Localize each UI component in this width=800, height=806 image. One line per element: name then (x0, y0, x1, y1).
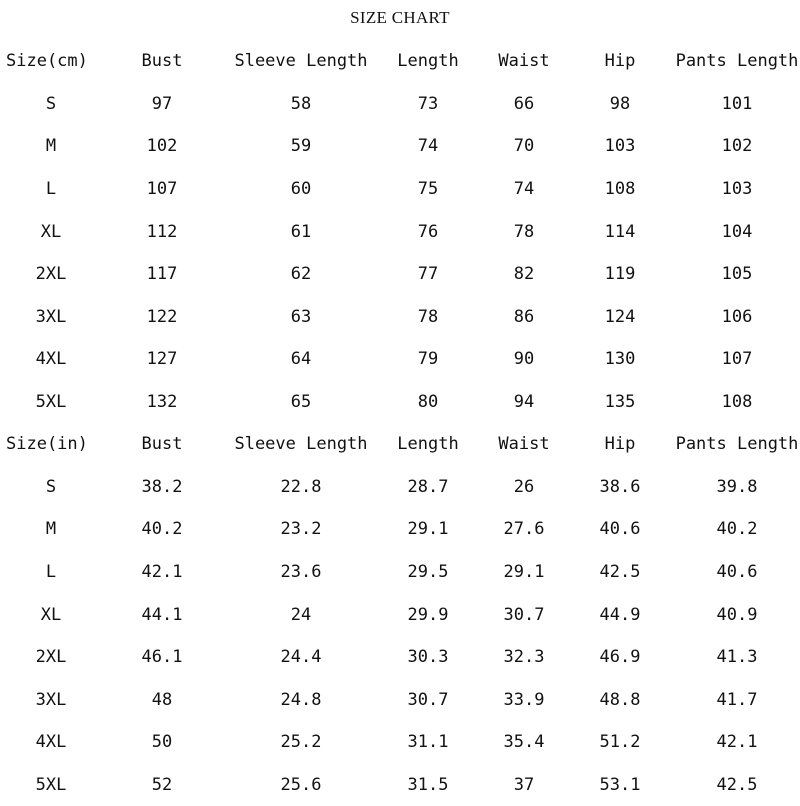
measurement-cell: 70 (513, 136, 535, 157)
size-label-cell: 4XL (35, 732, 67, 753)
size-label-cell: XL (40, 604, 62, 625)
measurement-cell: 32.3 (503, 647, 545, 668)
measurement-cell: 61 (290, 221, 312, 242)
measurement-cell: 35.4 (503, 732, 545, 753)
measurement-cell: 73 (417, 93, 439, 114)
size-label-cell: 2XL (35, 647, 67, 668)
size-label-cell: 3XL (35, 689, 67, 710)
measurement-cell: 112 (146, 221, 178, 242)
measurement-cell: 30.3 (407, 647, 449, 668)
measurement-cell: 94 (513, 392, 535, 413)
measurement-cell: 124 (604, 306, 636, 327)
size-label-cell: S (45, 476, 57, 497)
measurement-cell: 74 (513, 179, 535, 200)
header-row (0, 40, 800, 83)
column-header: Sleeve Length (234, 434, 368, 455)
measurement-cell: 23.6 (280, 562, 322, 583)
measurement-cell: 101 (721, 93, 753, 114)
measurement-cell: 122 (146, 306, 178, 327)
table-row (0, 721, 800, 764)
measurement-cell: 63 (290, 306, 312, 327)
column-header: Size(in) (6, 434, 88, 455)
table-row (0, 210, 800, 253)
size-label-cell: 5XL (35, 775, 67, 796)
measurement-cell: 79 (417, 349, 439, 370)
measurement-cell: 38.6 (599, 476, 641, 497)
size-label-cell: XL (40, 221, 62, 242)
measurement-cell: 40.9 (716, 604, 758, 625)
column-header: Hip (604, 51, 636, 72)
measurement-cell: 58 (290, 93, 312, 114)
measurement-cell: 31.5 (407, 775, 449, 796)
size-table-in (0, 423, 800, 806)
measurement-cell: 29.1 (407, 519, 449, 540)
measurement-cell: 50 (151, 732, 173, 753)
measurement-cell: 103 (604, 136, 636, 157)
size-label-cell: 3XL (35, 306, 67, 327)
measurement-cell: 38.2 (141, 476, 183, 497)
measurement-cell: 27.6 (503, 519, 545, 540)
measurement-cell: 31.1 (407, 732, 449, 753)
measurement-cell: 102 (721, 136, 753, 157)
measurement-cell: 29.1 (503, 562, 545, 583)
measurement-cell: 60 (290, 179, 312, 200)
table-row (0, 593, 800, 636)
measurement-cell: 59 (290, 136, 312, 157)
column-header: Bust (141, 51, 183, 72)
table-row (0, 338, 800, 381)
measurement-cell: 51.2 (599, 732, 641, 753)
measurement-cell: 66 (513, 93, 535, 114)
measurement-cell: 24.4 (280, 647, 322, 668)
table-row (0, 296, 800, 339)
measurement-cell: 132 (146, 392, 178, 413)
measurement-cell: 29.9 (407, 604, 449, 625)
measurement-cell: 40.2 (716, 519, 758, 540)
measurement-cell: 74 (417, 136, 439, 157)
column-header: Waist (498, 51, 550, 72)
measurement-cell: 23.2 (280, 519, 322, 540)
measurement-cell: 103 (721, 179, 753, 200)
measurement-cell: 46.9 (599, 647, 641, 668)
table-row (0, 508, 800, 551)
table-row (0, 83, 800, 126)
measurement-cell: 80 (417, 392, 439, 413)
table-row (0, 253, 800, 296)
measurement-cell: 76 (417, 221, 439, 242)
column-header: Pants Length (675, 434, 799, 455)
measurement-cell: 41.7 (716, 689, 758, 710)
measurement-cell: 108 (604, 179, 636, 200)
column-header: Pants Length (675, 51, 799, 72)
column-header: Sleeve Length (234, 51, 368, 72)
column-header: Length (397, 434, 459, 455)
measurement-cell: 48.8 (599, 689, 641, 710)
measurement-cell: 40.6 (716, 562, 758, 583)
measurement-cell: 52 (151, 775, 173, 796)
size-label-cell: M (45, 136, 57, 157)
measurement-cell: 78 (513, 221, 535, 242)
measurement-cell: 105 (721, 264, 753, 285)
measurement-cell: 75 (417, 179, 439, 200)
header-row (0, 423, 800, 466)
table-row (0, 125, 800, 168)
page-title: SIZE CHART (350, 8, 450, 27)
measurement-cell: 82 (513, 264, 535, 285)
table-row (0, 551, 800, 594)
measurement-cell: 30.7 (407, 689, 449, 710)
measurement-cell: 117 (146, 264, 178, 285)
measurement-cell: 24.8 (280, 689, 322, 710)
measurement-cell: 135 (604, 392, 636, 413)
size-label-cell: L (45, 562, 57, 583)
measurement-cell: 130 (604, 349, 636, 370)
measurement-cell: 106 (721, 306, 753, 327)
column-header: Size(cm) (6, 51, 88, 72)
measurement-cell: 29.5 (407, 562, 449, 583)
measurement-cell: 65 (290, 392, 312, 413)
measurement-cell: 40.6 (599, 519, 641, 540)
measurement-cell: 108 (721, 392, 753, 413)
measurement-cell: 98 (609, 93, 631, 114)
measurement-cell: 42.1 (141, 562, 183, 583)
measurement-cell: 48 (151, 689, 173, 710)
size-label-cell: 2XL (35, 264, 67, 285)
measurement-cell: 25.6 (280, 775, 322, 796)
size-label-cell: M (45, 519, 57, 540)
column-header: Waist (498, 434, 550, 455)
measurement-cell: 42.1 (716, 732, 758, 753)
measurement-cell: 119 (604, 264, 636, 285)
measurement-cell: 107 (146, 179, 178, 200)
measurement-cell: 102 (146, 136, 178, 157)
measurement-cell: 37 (513, 775, 535, 796)
size-table-cm (0, 40, 800, 423)
size-label-cell: S (45, 93, 57, 114)
measurement-cell: 25.2 (280, 732, 322, 753)
measurement-cell: 77 (417, 264, 439, 285)
measurement-cell: 64 (290, 349, 312, 370)
column-header: Bust (141, 434, 183, 455)
measurement-cell: 97 (151, 93, 173, 114)
table-row (0, 636, 800, 679)
table-row (0, 168, 800, 211)
column-header: Length (397, 51, 459, 72)
measurement-cell: 44.1 (141, 604, 183, 625)
table-row (0, 679, 800, 722)
size-label-cell: L (45, 179, 57, 200)
measurement-cell: 44.9 (599, 604, 641, 625)
table-row (0, 466, 800, 509)
measurement-cell: 107 (721, 349, 753, 370)
table-row (0, 381, 800, 424)
measurement-cell: 22.8 (280, 476, 322, 497)
measurement-cell: 30.7 (503, 604, 545, 625)
measurement-cell: 40.2 (141, 519, 183, 540)
size-label-cell: 4XL (35, 349, 67, 370)
measurement-cell: 53.1 (599, 775, 641, 796)
measurement-cell: 62 (290, 264, 312, 285)
measurement-cell: 42.5 (599, 562, 641, 583)
measurement-cell: 24 (290, 604, 312, 625)
measurement-cell: 33.9 (503, 689, 545, 710)
measurement-cell: 42.5 (716, 775, 758, 796)
size-label-cell: 5XL (35, 392, 67, 413)
measurement-cell: 39.8 (716, 476, 758, 497)
measurement-cell: 78 (417, 306, 439, 327)
measurement-cell: 90 (513, 349, 535, 370)
measurement-cell: 86 (513, 306, 535, 327)
measurement-cell: 26 (513, 476, 535, 497)
measurement-cell: 104 (721, 221, 753, 242)
measurement-cell: 41.3 (716, 647, 758, 668)
column-header: Hip (604, 434, 636, 455)
measurement-cell: 114 (604, 221, 636, 242)
measurement-cell: 46.1 (141, 647, 183, 668)
measurement-cell: 127 (146, 349, 178, 370)
measurement-cell: 28.7 (407, 476, 449, 497)
